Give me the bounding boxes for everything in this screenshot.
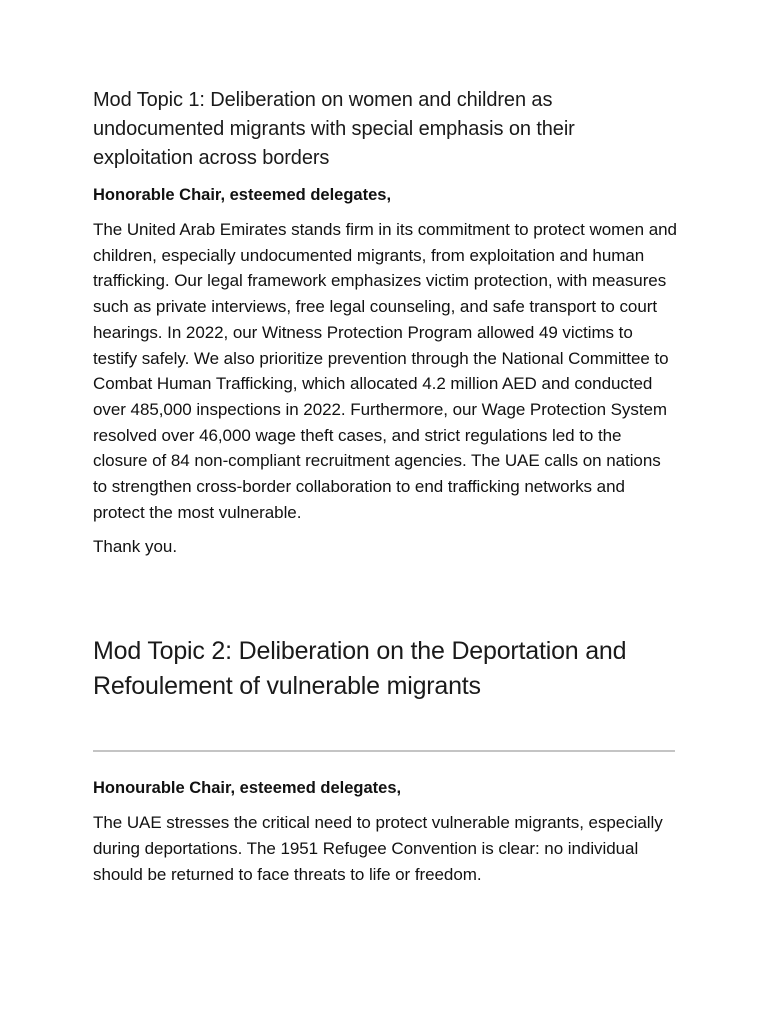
topic-2-salutation: Honourable Chair, esteemed delegates,	[93, 779, 402, 798]
topic-1-closing: Thank you.	[93, 537, 178, 557]
horizontal-divider	[93, 750, 675, 752]
topic-2-body: The UAE stresses the critical need to protect vulnerable migrants, especially during deportations. The 1951 Refugee Convention is clear: no individual should be returned to face threats to life or freedom.	[93, 813, 663, 884]
topic-2-heading: Mod Topic 2: Deliberation on the Deportation and Refoulement of vulnerable migrants	[93, 637, 627, 701]
document-page	[93, 86, 678, 888]
topic-1-salutation: Honorable Chair, esteemed delegates,	[93, 186, 392, 204]
topic-1-heading: Mod Topic 1: Deliberation on women and children as undocumented migrants with special emphasis on their exploitation across borders	[93, 89, 575, 169]
topic-1-body: The United Arab Emirates stands firm in its commitment to protect women and children, especially undocumented migrants, from exploitation and human trafficking. Our legal framework emphasizes victim protection, with measures such as private interviews, free legal counseling, and safe transport to court hearings. In 2022, our Witness Protection Program allowed 49 victims to testify safely. We also prioritize prevention through the National Committee to Combat Human Trafficking, which allocated 4.2 million AED and conducted over 485,000 inspections in 2022. Furthermore, our Wage Protection System resolved over 46,000 wage theft cases, and strict regulations led to the closure of 84 non-compliant recruitment agencies. The UAE calls on nations to strengthen cross-border collaboration to end trafficking networks and protect the most vulnerable.	[93, 220, 677, 522]
